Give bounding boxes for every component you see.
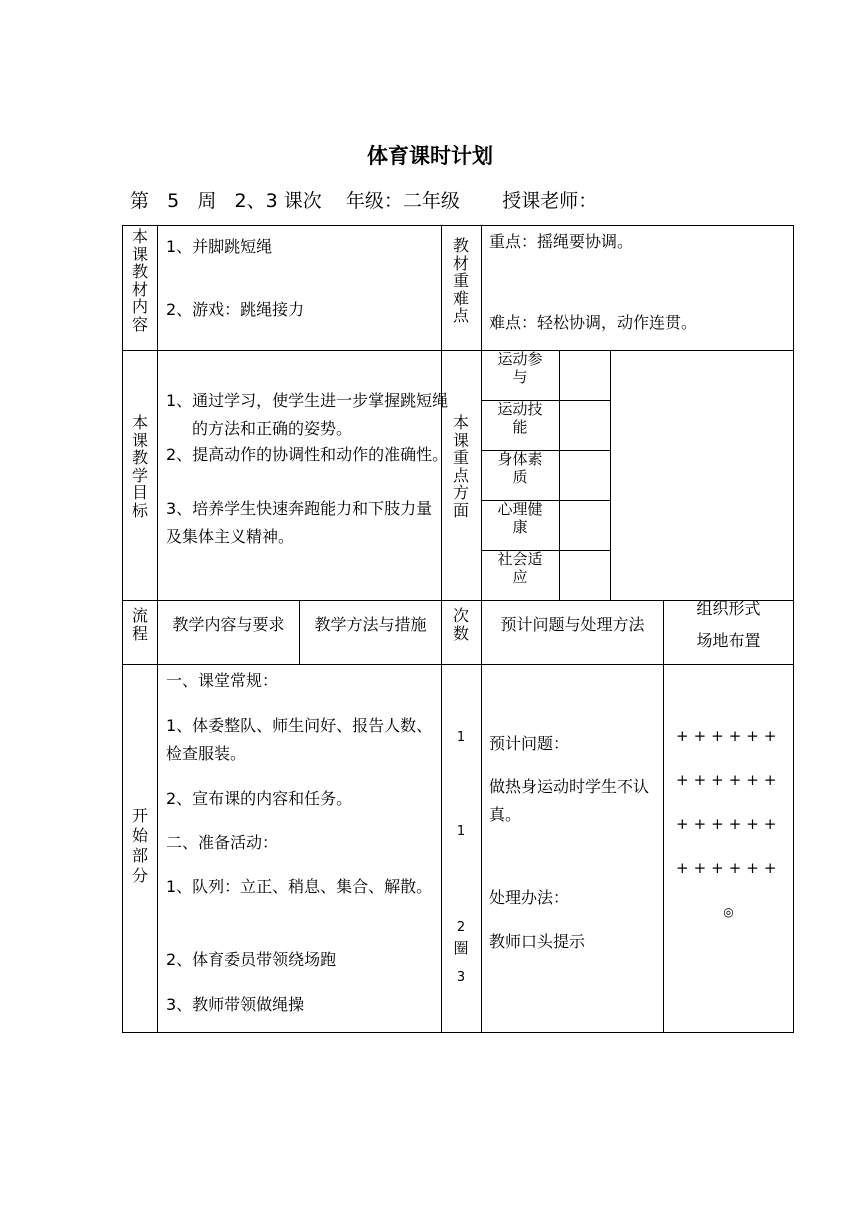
col-problems: 预计问题与处理方法: [500, 615, 645, 634]
lesson-header: [130, 186, 597, 213]
content-line-5: 1、队列：立正、稍息、集合、解散。: [166, 877, 433, 896]
formation-row-2: ++++++: [676, 771, 782, 789]
week-prefix: 第: [130, 190, 150, 212]
aspect-3: 身体素质: [497, 450, 543, 486]
aspect-1: 运动参与: [497, 350, 543, 386]
content-line-6: 2、体育委员带领绕场跑: [166, 950, 337, 969]
count-1: 1: [456, 730, 466, 745]
col-count: 次数: [452, 606, 469, 643]
difficulty-point: 难点：轻松协调，动作连贯。: [489, 313, 698, 332]
col-org-form: 组织形式: [696, 599, 761, 618]
col-content: 教学内容与要求: [172, 615, 285, 634]
section2-label: 本课教学目标: [131, 413, 148, 520]
aspect-2: 运动技能: [497, 400, 543, 436]
formation-row-1: ++++++: [676, 727, 782, 745]
count-2: 1: [456, 824, 466, 839]
content-line-2: 1、体委整队、师生问好、报告人数、检查服装。: [166, 716, 433, 763]
formation-row-4: ++++++: [676, 859, 782, 877]
teacher-position-icon: ◎: [723, 905, 734, 919]
solution-text: 教师口头提示: [489, 932, 586, 951]
count-4: 3: [456, 970, 466, 985]
content-line-3: 2、宣布课的内容和任务。: [166, 789, 353, 808]
solution-label: 处理办法：: [489, 888, 570, 907]
material-item-1: 1、并脚跳短绳: [166, 237, 273, 256]
page-title: 体育课时计划: [367, 144, 493, 168]
goal-1: 1、通过学习，使学生进一步掌握跳短绳的方法和正确的姿势。: [166, 391, 449, 438]
key-point: 重点：摇绳要协调。: [489, 232, 634, 251]
week-suffix: 周: [197, 190, 217, 212]
grade: 年级：二年级: [345, 190, 460, 212]
content-line-4: 二、准备活动：: [166, 833, 279, 852]
col-flow: 流程: [131, 606, 148, 643]
section1-label: 本课教材内容: [131, 227, 148, 334]
formation-row-3: ++++++: [676, 815, 782, 833]
col-method: 教学方法与措施: [314, 615, 427, 634]
col-org-layout: 场地布置: [696, 631, 761, 650]
content-line-1: 一、课堂常规：: [166, 671, 279, 690]
lesson-number: 2、3: [234, 190, 278, 212]
problem-label: 预计问题：: [489, 734, 570, 753]
key-difficulty-label: 教材重难点: [452, 236, 469, 325]
problem-text: 做热身运动时学生不认真。: [489, 777, 650, 824]
aspect-4: 心理健康: [497, 500, 543, 536]
count-unit: 圈: [453, 939, 469, 957]
start-section-label: 开始部分: [131, 806, 148, 885]
count-3: 2: [456, 920, 466, 935]
goal-2: 2、提高动作的协调性和动作的准确性。: [166, 445, 449, 464]
content-line-7: 3、教师带领做绳操: [166, 995, 305, 1014]
aspect-5: 社会适应: [497, 550, 543, 586]
lesson-suffix: 课次: [283, 190, 322, 212]
teacher: 授课老师：: [502, 190, 598, 212]
material-item-2: 2、游戏：跳绳接力: [166, 300, 305, 319]
focus-label: 本课重点方面: [452, 413, 469, 520]
week-number: 5: [167, 190, 180, 212]
goal-3: 3、培养学生快速奔跑能力和下肢力量及集体主义精神。: [166, 499, 433, 546]
